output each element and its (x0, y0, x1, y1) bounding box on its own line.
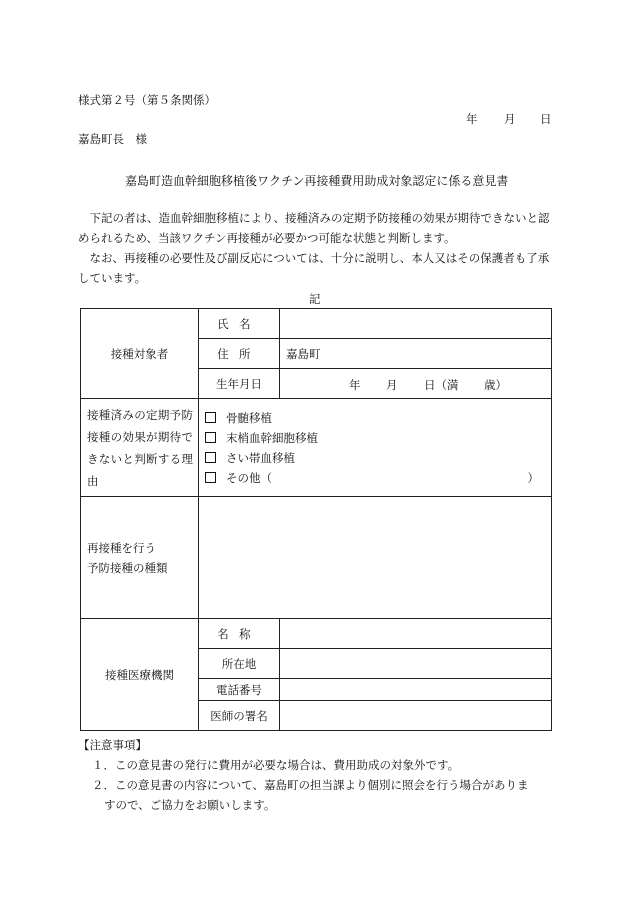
revaccination-field[interactable] (199, 497, 552, 619)
institution-label: 接種医療機関 (81, 619, 199, 731)
inst-location-field[interactable] (280, 649, 552, 679)
inst-phone-field[interactable] (280, 679, 552, 701)
address-label: 住所 (199, 339, 280, 369)
date-day-label: 日 (540, 112, 552, 126)
birth-field[interactable] (280, 369, 552, 399)
addressee: 嘉島町長 様 (78, 132, 147, 146)
note-item-1: １．この意見書の発行に費用が必要な場合は、費用助成の対象外です。 (92, 758, 460, 772)
revaccination-label (81, 497, 199, 619)
address-value: 嘉島町 (286, 346, 321, 361)
revaccination-label-line1: 再接種を行う (87, 540, 156, 555)
reason-option-label: 骨髄移植 (226, 410, 272, 425)
inst-name-label: 名称 (199, 619, 280, 649)
checkbox[interactable] (205, 452, 216, 463)
address-field[interactable] (280, 339, 552, 369)
birth-month-label: 月 (386, 378, 398, 392)
birth-year-label: 年 (349, 378, 361, 392)
checkbox[interactable] (205, 412, 216, 423)
inst-name-field[interactable] (280, 619, 552, 649)
reason-option-cord-blood[interactable] (205, 448, 551, 468)
inst-location-label: 所在地 (199, 649, 280, 679)
reason-option-bone-marrow[interactable] (205, 408, 551, 428)
subject-label: 接種対象者 (81, 309, 199, 399)
date-month-label: 月 (504, 112, 516, 126)
birth-age-label: 歳） (484, 378, 507, 392)
ki-heading: 記 (309, 292, 321, 306)
name-field[interactable] (280, 309, 552, 339)
reason-option-label: 末梢血幹細胞移植 (226, 430, 318, 445)
birth-day-label: 日（満 (424, 378, 459, 392)
document-title: 嘉島町造血幹細胞移植後ワクチン再接種費用助成対象認定に係る意見書 (125, 174, 509, 188)
checkbox[interactable] (205, 472, 216, 483)
reason-option-label: さい帯血移植 (226, 450, 295, 465)
reason-other-close-paren: ） (527, 470, 539, 485)
notes-heading: 【注意事項】 (78, 738, 147, 752)
date-year-label: 年 (466, 112, 478, 126)
reason-option-peripheral-blood[interactable] (205, 428, 551, 448)
name-label: 氏名 (199, 309, 280, 339)
reason-option-label: その他（ (226, 470, 272, 485)
revaccination-label-line2: 予防接種の種類 (87, 560, 168, 575)
reason-label: 接種済みの定期予防接種の効果が期待できないと判断する理由 (81, 399, 199, 497)
checkbox[interactable] (205, 432, 216, 443)
body-paragraph-1: 下記の者は、造血幹細胞移植により、接種済みの定期予防接種の効果が期待できないと認められるため、当該ワクチン再接種が必要かつ可能な状態と判断します。 (78, 211, 550, 245)
inst-signature-field[interactable] (280, 701, 552, 731)
inst-phone-label: 電話番号 (199, 679, 280, 701)
body-paragraph-2: なお、再接種の必要性及び副反応については、十分に説明し、本人又はその保護者も了承しています。 (78, 251, 550, 285)
reason-option-other[interactable] (205, 468, 551, 488)
opinion-form-table (80, 308, 552, 731)
birth-label: 生年月日 (199, 369, 280, 399)
reason-options (199, 399, 552, 497)
note-item-2-line1: ２．この意見書の内容について、嘉島町の担当課より個別に照会を行う場合がありま (92, 778, 529, 792)
inst-signature-label: 医師の署名 (199, 701, 280, 731)
note-item-2-line2: すので、ご協力をお願いします。 (104, 798, 276, 812)
form-number: 様式第２号（第５条関係） (78, 93, 216, 107)
